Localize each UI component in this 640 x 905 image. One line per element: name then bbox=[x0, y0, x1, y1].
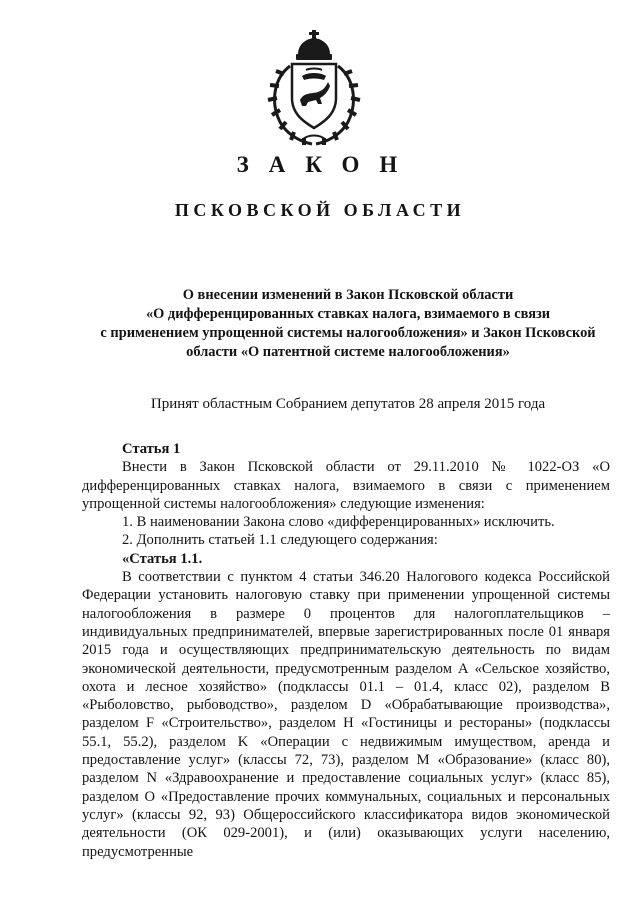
document-region: ПСКОВСКОЙ ОБЛАСТИ bbox=[174, 200, 466, 220]
subject-line: О внесении изменений в Закон Псковской области bbox=[182, 287, 514, 303]
subject-line: области «О патентной системе налогообложения» bbox=[186, 344, 510, 360]
article-item: 2. Дополнить статьей 1.1 следующего содержания: bbox=[122, 532, 438, 549]
subject-line: с применением упрощенной системы налогообложения» и Закон Псковской bbox=[100, 325, 596, 341]
law-subject bbox=[78, 286, 618, 362]
article-item: 1. В наименовании Закона слово «дифференцированных» исключить. bbox=[122, 514, 555, 531]
document-body bbox=[82, 440, 610, 861]
article-heading: Статья 1 bbox=[122, 441, 181, 457]
sub-article-heading: «Статья 1.1. bbox=[122, 550, 203, 567]
subject-line: «О дифференцированных ставках налога, взимаемого в связи bbox=[145, 306, 551, 322]
pskov-coat-of-arms-emblem bbox=[262, 30, 366, 148]
document-title: ЗАКОН bbox=[236, 152, 418, 177]
article-intro: Внести в Закон Псковской области от 29.11.2010 № 1022-ОЗ «О дифференцированных ставках налога, взимаемого в связи с применением упрощенной системы налогообложения» следующие изменения: bbox=[82, 459, 610, 512]
article-text: В соответствии с пунктом 4 статьи 346.20 Налогового кодекса Российской Федерации установить налоговую ставку при применении упрощенной системы налогообложения в размере 0 процентов для налогоплательщиков – индивидуальных предпринимателей, впервые зарегистрированных после 01 января 2015 года и осуществляющих предпринимательскую деятельность по видам экономической деятельности, предусмотренным разделом А «Сельское хозяйство, охота и лесное хозяйство» (подклассы 01.1 – 01.4, класс 02), разделом В «Рыболовство, рыбоводство», разделом D «Обрабатывающие производства», разделом F «Строительство», разделом H «Гостиницы и рестораны» (подклассы 55.1, 55.2), разделом K «Операции с недвижимым имуществом, аренда и предоставление услуг» (классы 72, 73), разделом M «Образование» (класс 80), разделом N «Здравоохранение и предоставление социальных услуг» (класс 85), разделом О «Предоставление прочих коммунальных, социальных и персональных услуг» (классы 92, 93) Общероссийского классификатора видов экономической деятельности (ОК 029-2001), и (или) оказывающих услуги населению, предусмотренные bbox=[82, 569, 610, 860]
adoption-note: Принят областным Собранием депутатов 28 апреля 2015 года bbox=[150, 396, 546, 412]
